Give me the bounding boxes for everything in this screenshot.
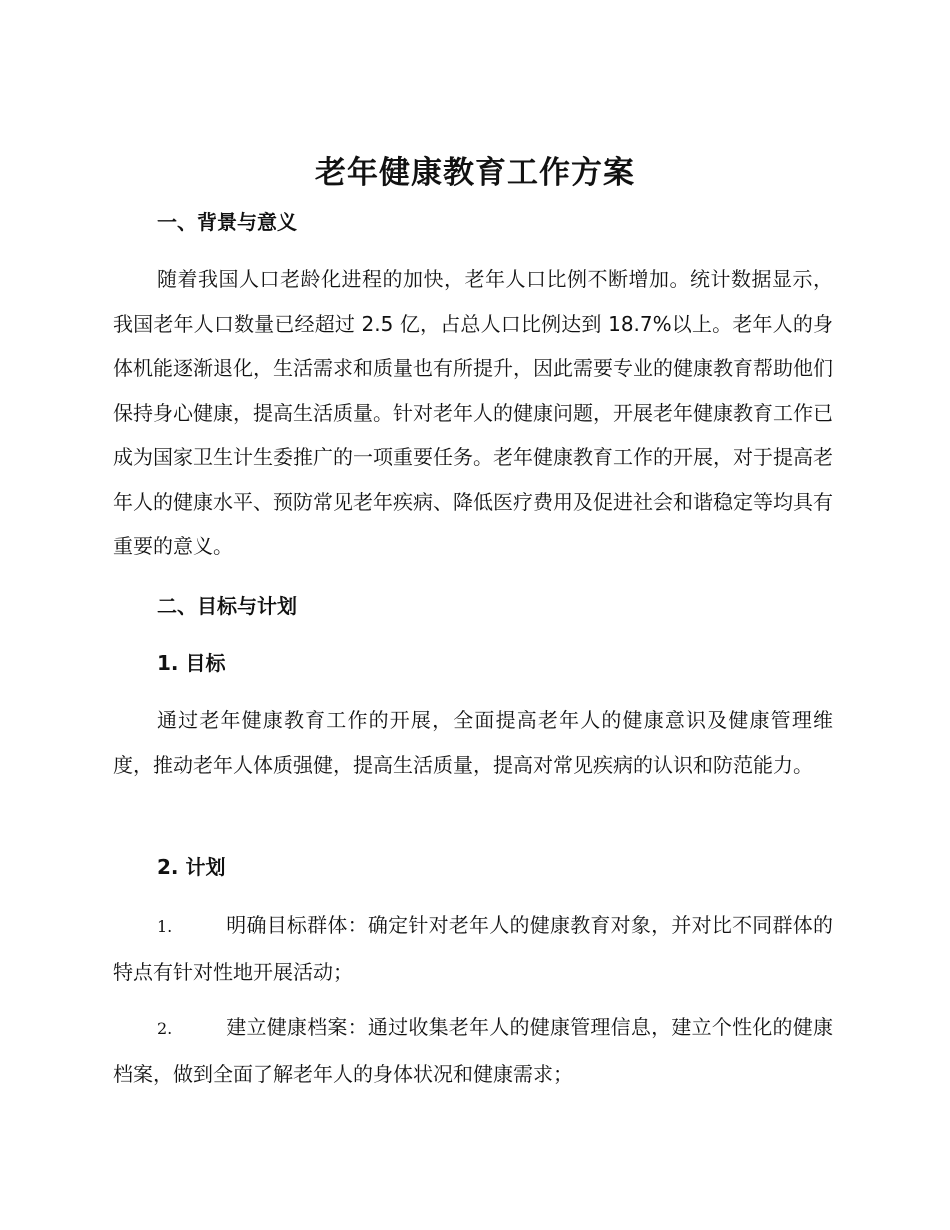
document-title: 老年健康教育工作方案 xyxy=(315,155,635,191)
subheading-plan: 2. 计划 xyxy=(157,855,226,879)
plan-list-item xyxy=(113,903,833,994)
section-heading-goals-plans: 二、目标与计划 xyxy=(157,594,297,618)
list-item-text: 建立健康档案：通过收集老年人的健康管理信息，建立个性化的健康档案，做到全面了解老年人的身体状况和健康需求； xyxy=(113,1015,833,1086)
list-item-number: 2. xyxy=(157,1019,173,1038)
subheading-goal: 1. 目标 xyxy=(157,651,226,675)
section-heading-background: 一、背景与意义 xyxy=(157,210,297,234)
list-item-text: 明确目标群体：确定针对老年人的健康教育对象，并对比不同群体的特点有针对性地开展活动； xyxy=(113,913,833,984)
plan-list-item xyxy=(113,1005,833,1096)
background-paragraph: 随着我国人口老龄化进程的加快，老年人口比例不断增加。统计数据显示，我国老年人口数量已经超过 2.5 亿，占总人口比例达到 18.7%以上。老年人的身体机能逐渐退化，生活需求和质量也有所提升，因此需要专业的健康教育帮助他们保持身心健康，提高生活质量。针对老年人的健康问题，开展老年健康教育工作已成为国家卫生计生委推广的一项重要任务。老年健康教育工作的开展，对于提高老年人的健康水平、预防常见老年疾病、降低医疗费用及促进社会和谐稳定等均具有重要的意义。 xyxy=(113,267,833,558)
goal-paragraph: 通过老年健康教育工作的开展，全面提高老年人的健康意识及健康管理维度，推动老年人体质强健，提高生活质量，提高对常见疾病的认识和防范能力。 xyxy=(113,708,833,777)
list-item-number: 1. xyxy=(157,917,173,936)
